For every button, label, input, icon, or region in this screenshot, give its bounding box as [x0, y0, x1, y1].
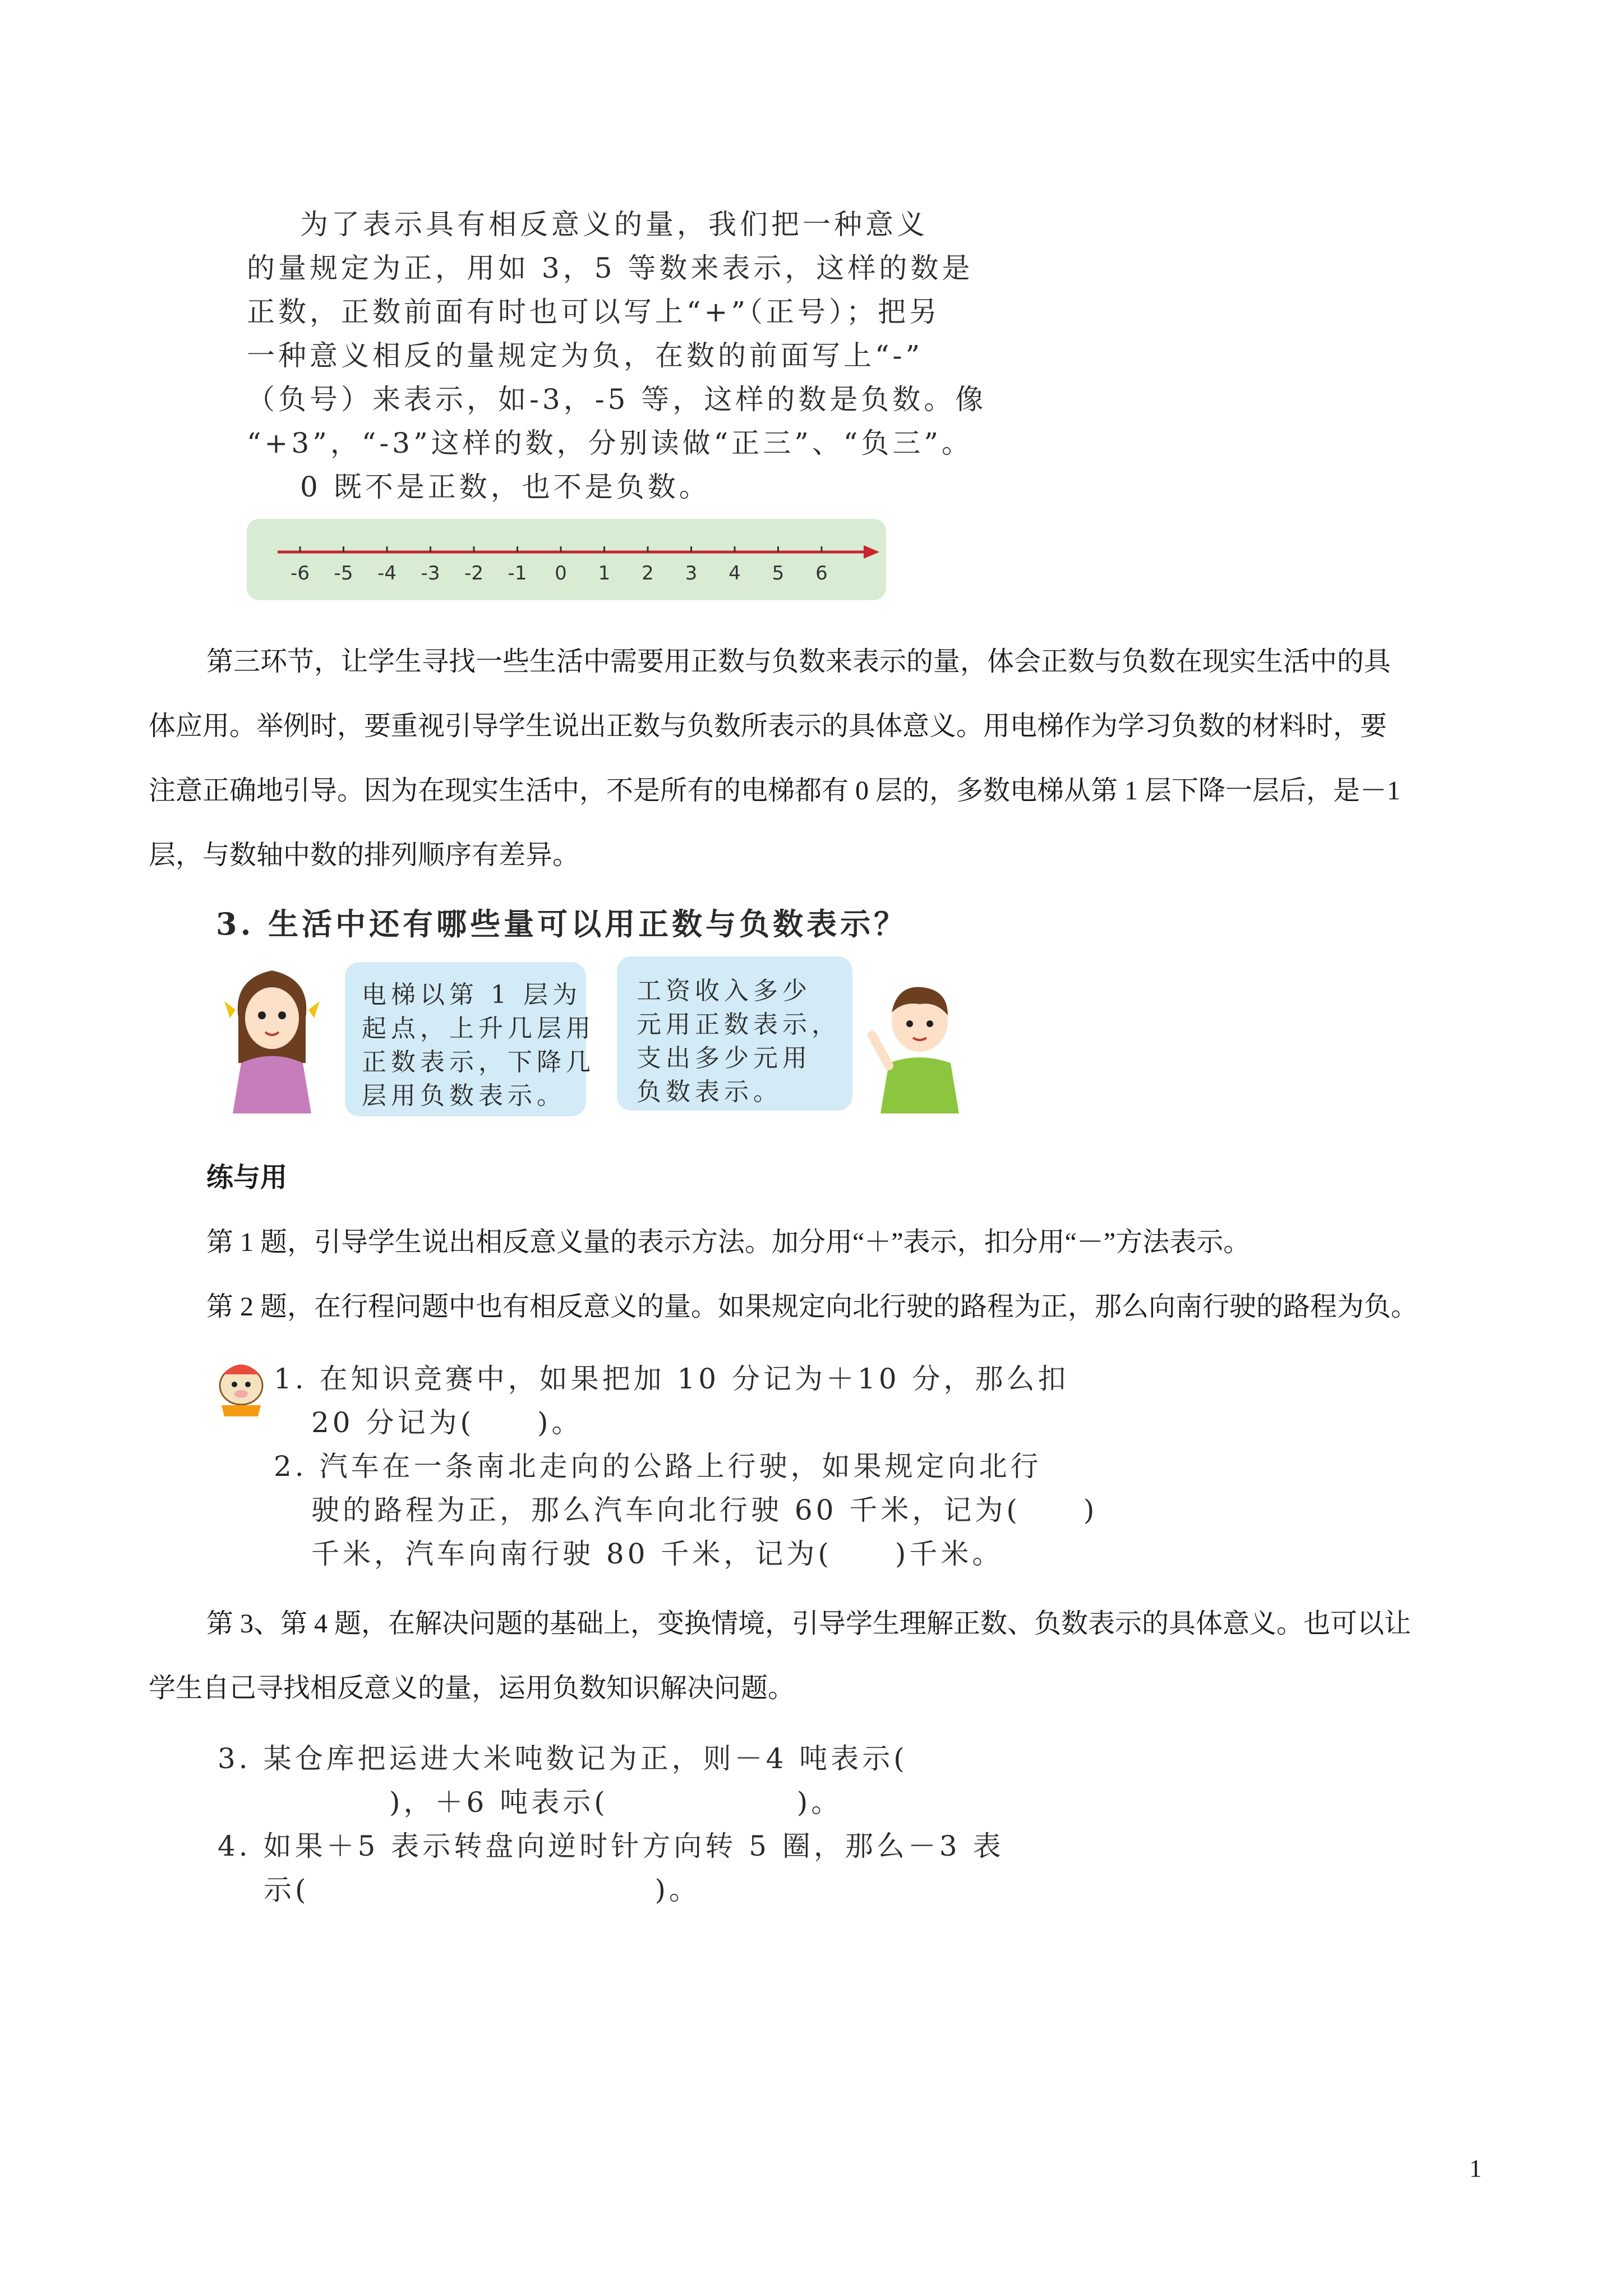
bubble-line: 支出多少元用: [637, 1044, 811, 1073]
number-line-label: 5: [772, 562, 785, 585]
boy-illustration: [864, 973, 976, 1114]
number-line-label: -2: [464, 562, 483, 585]
exercise-line: 4. 如果＋5 表示转盘向逆时针方向转 5 圈，那么－3 表: [218, 1830, 1004, 1862]
arrow-head-icon: [864, 545, 879, 559]
definition-line: 一种意义相反的量规定为负，在数的前面写上“-”: [247, 339, 924, 372]
bubble-line: 负数表示。: [637, 1078, 782, 1106]
exercise-line: 驶的路程为正，那么汽车向北行驶 60 千米，记为( ): [311, 1494, 1098, 1526]
number-line-label: 2: [642, 562, 654, 585]
page-number: 1: [1469, 2155, 1482, 2182]
definition-line: 为了表示具有相反意义的量，我们把一种意义: [300, 208, 928, 241]
definition-line: 的量规定为正，用如 3，5 等数来表示，这样的数是: [247, 252, 974, 284]
paragraph-line: 第 3、第 4 题，在解决问题的基础上，变换情境，引导学生理解正数、负数表示的具体意义。也可以让: [206, 1609, 1412, 1639]
paragraph-line: 第 1 题，引导学生说出相反意义量的表示方法。加分用“＋”表示，扣分用“－”方法表示。: [206, 1227, 1251, 1257]
exercise-line: 1. 在知识竞赛中，如果把加 10 分记为＋10 分，那么扣: [274, 1363, 1069, 1395]
bubble-line: 层用负数表示。: [362, 1082, 566, 1110]
speech-bubble-right: [617, 956, 852, 1111]
number-line-label: 3: [685, 562, 698, 585]
bubble-line: 工资收入多少: [637, 977, 811, 1005]
number-line: [247, 519, 886, 600]
mascot-icon: [210, 1352, 272, 1419]
number-line-label: -6: [291, 562, 310, 585]
exercise-line: 千米，汽车向南行驶 80 千米，记为( )千米。: [311, 1538, 1004, 1570]
paragraph-line: 第 2 题，在行程问题中也有相反意义的量。如果规定向北行驶的路程为正，那么向南行驶的路程为负。: [206, 1292, 1418, 1322]
definition-line: “+3”，“-3”这样的数，分别读做“正三”、“负三”。: [247, 427, 973, 459]
bubble-line: 正数表示，下降几: [362, 1048, 595, 1076]
number-line-label: -1: [508, 562, 527, 585]
paragraph-line: 体应用。举例时，要重视引导学生说出正数与负数所表示的具体意义。用电梯作为学习负数的材料时，要: [149, 711, 1387, 741]
exercise-line: 20 分记为( )。: [311, 1406, 583, 1439]
number-line-label: 1: [598, 562, 611, 585]
number-line-graphic: [247, 519, 886, 600]
exercise-line: 3. 某仓库把运进大米吨数记为正，则－4 吨表示(: [218, 1742, 908, 1775]
girl-illustration: [222, 956, 322, 1114]
exercise-line: 示( )。: [264, 1874, 701, 1906]
paragraph-line: 第三环节，让学生寻找一些生活中需要用正数与负数来表示的量，体会正数与负数在现实生活中的具: [206, 647, 1391, 677]
number-line-label: 6: [815, 562, 828, 585]
number-line-label: -5: [334, 562, 353, 585]
paragraph-line: 层，与数轴中数的排列顺序有差异。: [149, 840, 580, 870]
bubble-line: 元用正数表示，: [637, 1010, 841, 1039]
bubble-line: 起点，上升几层用: [362, 1014, 595, 1043]
section-heading: 练与用: [206, 1163, 288, 1193]
question-title: 3. 生活中还有哪些量可以用正数与负数表示？: [216, 906, 908, 942]
speech-bubble-left: [345, 962, 595, 1116]
number-line-label: -3: [421, 562, 440, 585]
paragraph-line: 学生自己寻找相反意义的量，运用负数知识解决问题。: [149, 1673, 795, 1703]
paragraph-line: 注意正确地引导。因为在现实生活中，不是所有的电梯都有 0 层的，多数电梯从第 1 层下降一层后，是－1: [149, 776, 1401, 806]
exercise-line: 2. 汽车在一条南北走向的公路上行驶，如果规定向北行: [274, 1450, 1042, 1483]
definition-line: 正数，正数前面有时也可以写上“+”（正号）；把另: [247, 296, 941, 328]
number-line-label: -4: [377, 562, 396, 585]
exercise-line: )，＋6 吨表示( )。: [264, 1786, 843, 1819]
definition-line: （负号）来表示，如-3，-5 等，这样的数是负数。像: [247, 383, 987, 416]
number-line-label: 4: [728, 562, 741, 585]
number-line-label: 0: [555, 562, 567, 585]
bubble-line: 电梯以第 1 层为: [362, 981, 582, 1009]
definition-line: 0 既不是正数，也不是负数。: [300, 471, 711, 503]
